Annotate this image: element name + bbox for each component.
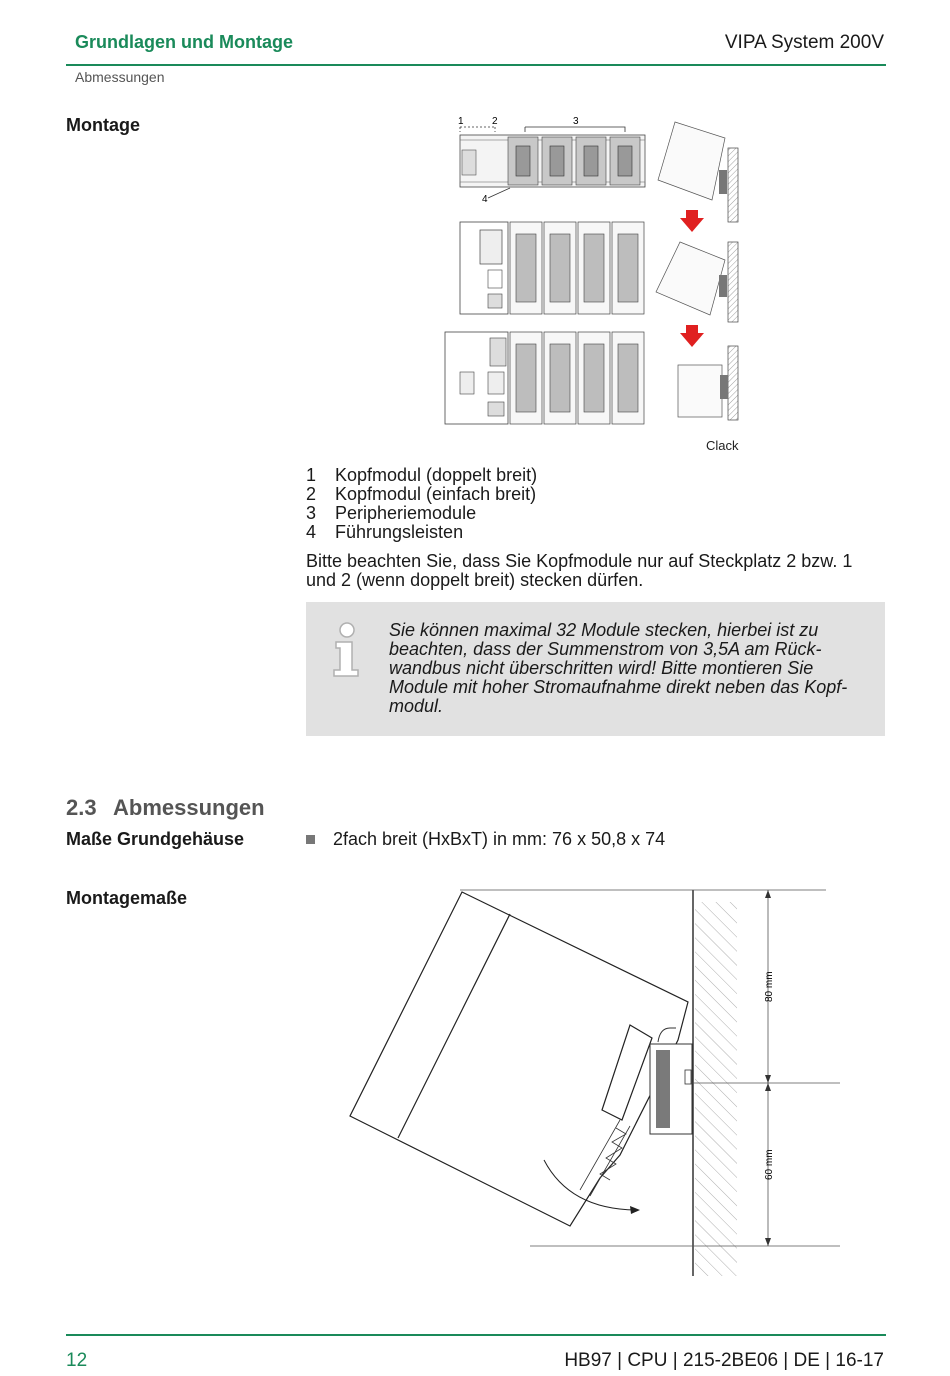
- bullet-square-icon: [306, 835, 315, 844]
- legend-num: 2: [306, 484, 317, 504]
- legend-text: Peripheriemodule: [335, 503, 477, 523]
- note-line: beachten, dass der Summenstrom von 3,5A am Rück-: [389, 639, 822, 659]
- dim-upper-label: 80 mm: [764, 971, 775, 1002]
- legend-item: [306, 485, 537, 504]
- note-line: modul.: [389, 696, 444, 716]
- section-number: 2.3: [66, 795, 97, 820]
- callout-4: 4: [482, 194, 488, 205]
- legend-item: [306, 466, 537, 485]
- dimension-text: 2fach breit (HxBxT) in mm: 76 x 50,8 x 74: [333, 829, 666, 849]
- module-row-single: [460, 222, 644, 314]
- header-product-name: VIPA System 200V: [724, 32, 884, 53]
- tilted-module: [350, 892, 688, 1226]
- wall-hatch: [695, 902, 737, 1276]
- header-section-label: Abmessungen: [75, 69, 165, 85]
- page-number: 12: [66, 1350, 88, 1371]
- mounting-dimensions-figure: [340, 880, 850, 1280]
- callout-2: 2: [492, 116, 498, 127]
- montage-paragraph: Bitte beachten Sie, dass Sie Kopfmodule nur auf Steckplatz 2 bzw. 1 und 2 (wenn doppelt breit) stecken dürfen.: [306, 551, 853, 590]
- section-name: Abmessungen: [113, 795, 265, 820]
- dimension-bullet: [306, 829, 665, 850]
- module-row-double: [445, 332, 644, 424]
- document-id: HB97 | CPU | 215-2BE06 | DE | 16-17: [564, 1350, 884, 1371]
- note-line: Module mit hoher Stromaufnahme direkt neben das Kopf-: [389, 677, 848, 697]
- rail-assembly: [460, 135, 645, 187]
- info-note-text: [389, 621, 869, 716]
- dim-lower-label: 60 mm: [764, 1149, 775, 1180]
- figure-legend: [306, 466, 537, 542]
- callout-3: 3: [573, 116, 579, 127]
- footer-divider: [66, 1334, 886, 1336]
- note-line: Sie können maximal 32 Module stecken, hierbei ist zu: [389, 620, 819, 640]
- legend-text: Kopfmodul (doppelt breit): [335, 465, 538, 485]
- montage-figure: [440, 110, 760, 460]
- callout-1: 1: [458, 116, 464, 127]
- legend-text: Kopfmodul (einfach breit): [335, 484, 537, 504]
- header-divider: [66, 64, 886, 66]
- montagemasse-heading: Montagemaße: [66, 888, 188, 908]
- legend-num: 3: [306, 503, 317, 523]
- grundgehaeuse-heading: Maße Grundgehäuse: [66, 829, 245, 849]
- section-title: [66, 795, 265, 821]
- legend-num: 4: [306, 522, 317, 542]
- din-rail: [650, 1028, 692, 1134]
- info-icon: [330, 620, 364, 680]
- legend-item: [306, 504, 537, 523]
- legend-item: [306, 523, 537, 542]
- legend-num: 1: [306, 465, 317, 485]
- header-chapter-title: Grundlagen und Montage: [75, 32, 293, 52]
- clack-label: Clack: [706, 438, 739, 453]
- legend-text: Führungsleisten: [335, 522, 464, 542]
- note-line: wandbus nicht überschritten wird! Bitte montieren Sie: [389, 658, 814, 678]
- montage-heading: Montage: [66, 115, 140, 135]
- mounting-sequence: [656, 122, 739, 453]
